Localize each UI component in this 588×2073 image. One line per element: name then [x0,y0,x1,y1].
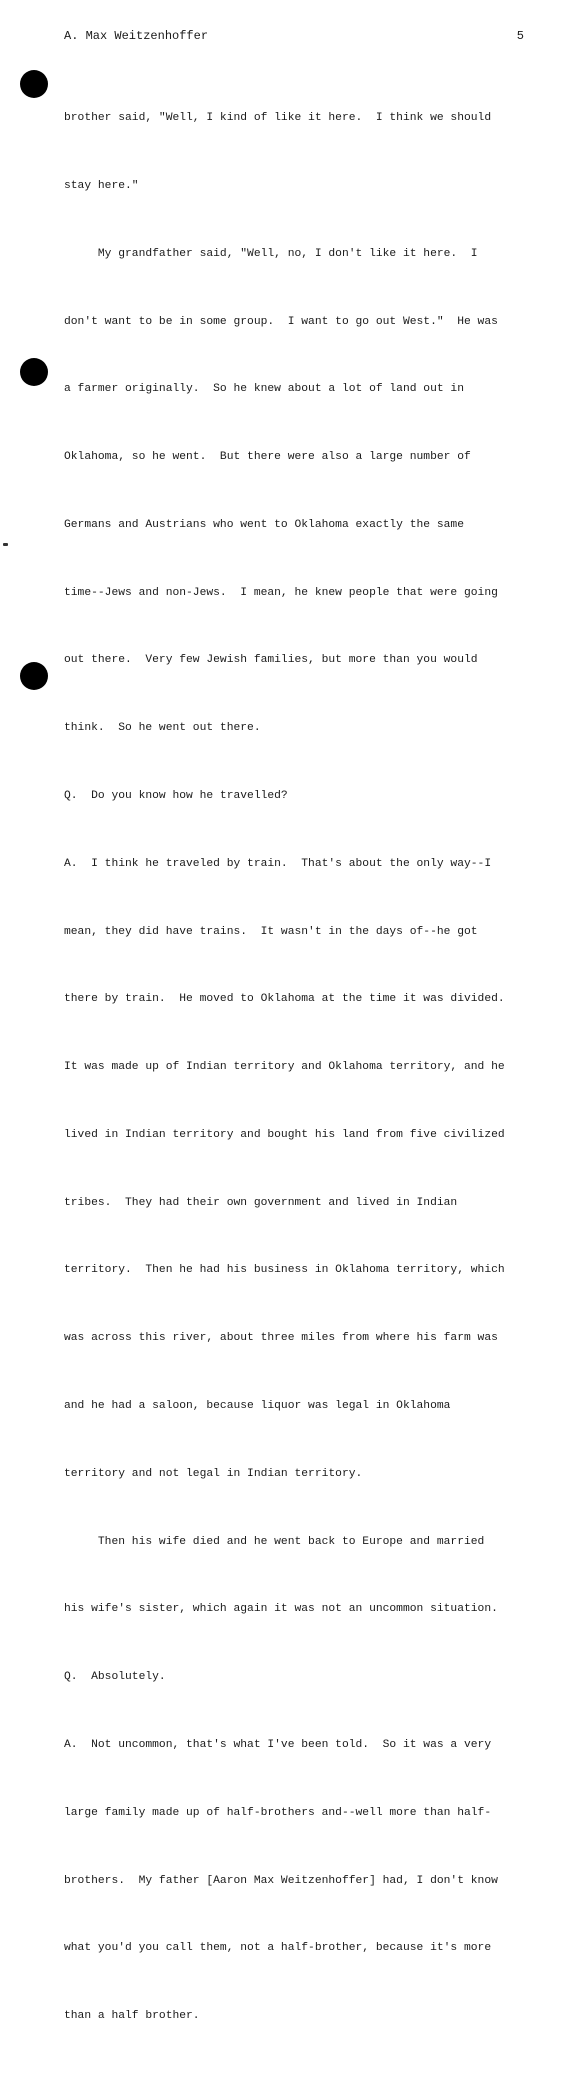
text-line: don't want to be in some group. I want to go out West." He was [64,315,498,328]
text-line: Q. Do you know how he travelled? [64,790,288,802]
text-line: there by train. He moved to Oklahoma at the time it was divided. [64,993,505,1006]
text-line: lived in Indian territory and bought his land from five civilized [64,1128,505,1141]
text-line: My grandfather said, "Well, no, I don't like it here. I [64,247,478,260]
page-number: 5 [516,29,524,43]
text-line: a farmer originally. So he knew about a lot of land out in [64,383,464,396]
text-line: Q. Absolutely. [64,1671,166,1684]
text-line: what you'd you call them, not a half-brother, because it's more [64,1942,492,1955]
text-line: Germans and Austrians who went to Oklahoma exactly the same [64,518,464,531]
text-line: stay here." [64,179,139,192]
text-line: A. I think he traveled by train. That's about the only way--I [64,857,492,870]
transcript-body [64,62,534,2073]
text-line: time--Jews and non-Jews. I mean, he knew people that were going [64,586,498,599]
text-line: Oklahoma, so he went. But there were also a large number of [64,451,471,464]
text-line: was across this river, about three miles from where his farm was [64,1332,498,1345]
binder-hole-middle [20,358,48,386]
text-line: territory. Then he had his business in Oklahoma territory, which [64,1264,505,1277]
text-line: his wife's sister, which again it was not an uncommon situation. [64,1603,498,1616]
text-line: large family made up of half-brothers and--well more than half- [64,1806,492,1819]
binder-hole-top [20,70,48,98]
text-line: tribes. They had their own government and lived in Indian [64,1196,458,1209]
text-line: It was made up of Indian territory and Oklahoma territory, and he [64,1061,505,1074]
text-line: than a half brother. [64,2010,200,2023]
page-header [64,28,524,44]
text-line: Then his wife died and he went back to Europe and married [64,1535,485,1548]
text-line: territory and not legal in Indian territory. [64,1467,363,1480]
text-line: brothers. My father [Aaron Max Weitzenhoffer] had, I don't know [64,1874,498,1887]
text-line: and he had a saloon, because liquor was legal in Oklahoma [64,1400,451,1413]
text-line: mean, they did have trains. It wasn't in the days of--he got [64,925,478,938]
header-title: A. Max Weitzenhoffer [64,29,209,43]
text-line: out there. Very few Jewish families, but more than you would [64,654,478,667]
binder-hole-bottom [20,662,48,690]
text-line: brother said, "Well, I kind of like it here. I think we should [64,112,492,125]
text-line: think. So he went out there. [64,722,261,735]
text-line: A. Not uncommon, that's what I've been told. So it was a very [64,1738,492,1751]
scan-speck [3,543,8,546]
